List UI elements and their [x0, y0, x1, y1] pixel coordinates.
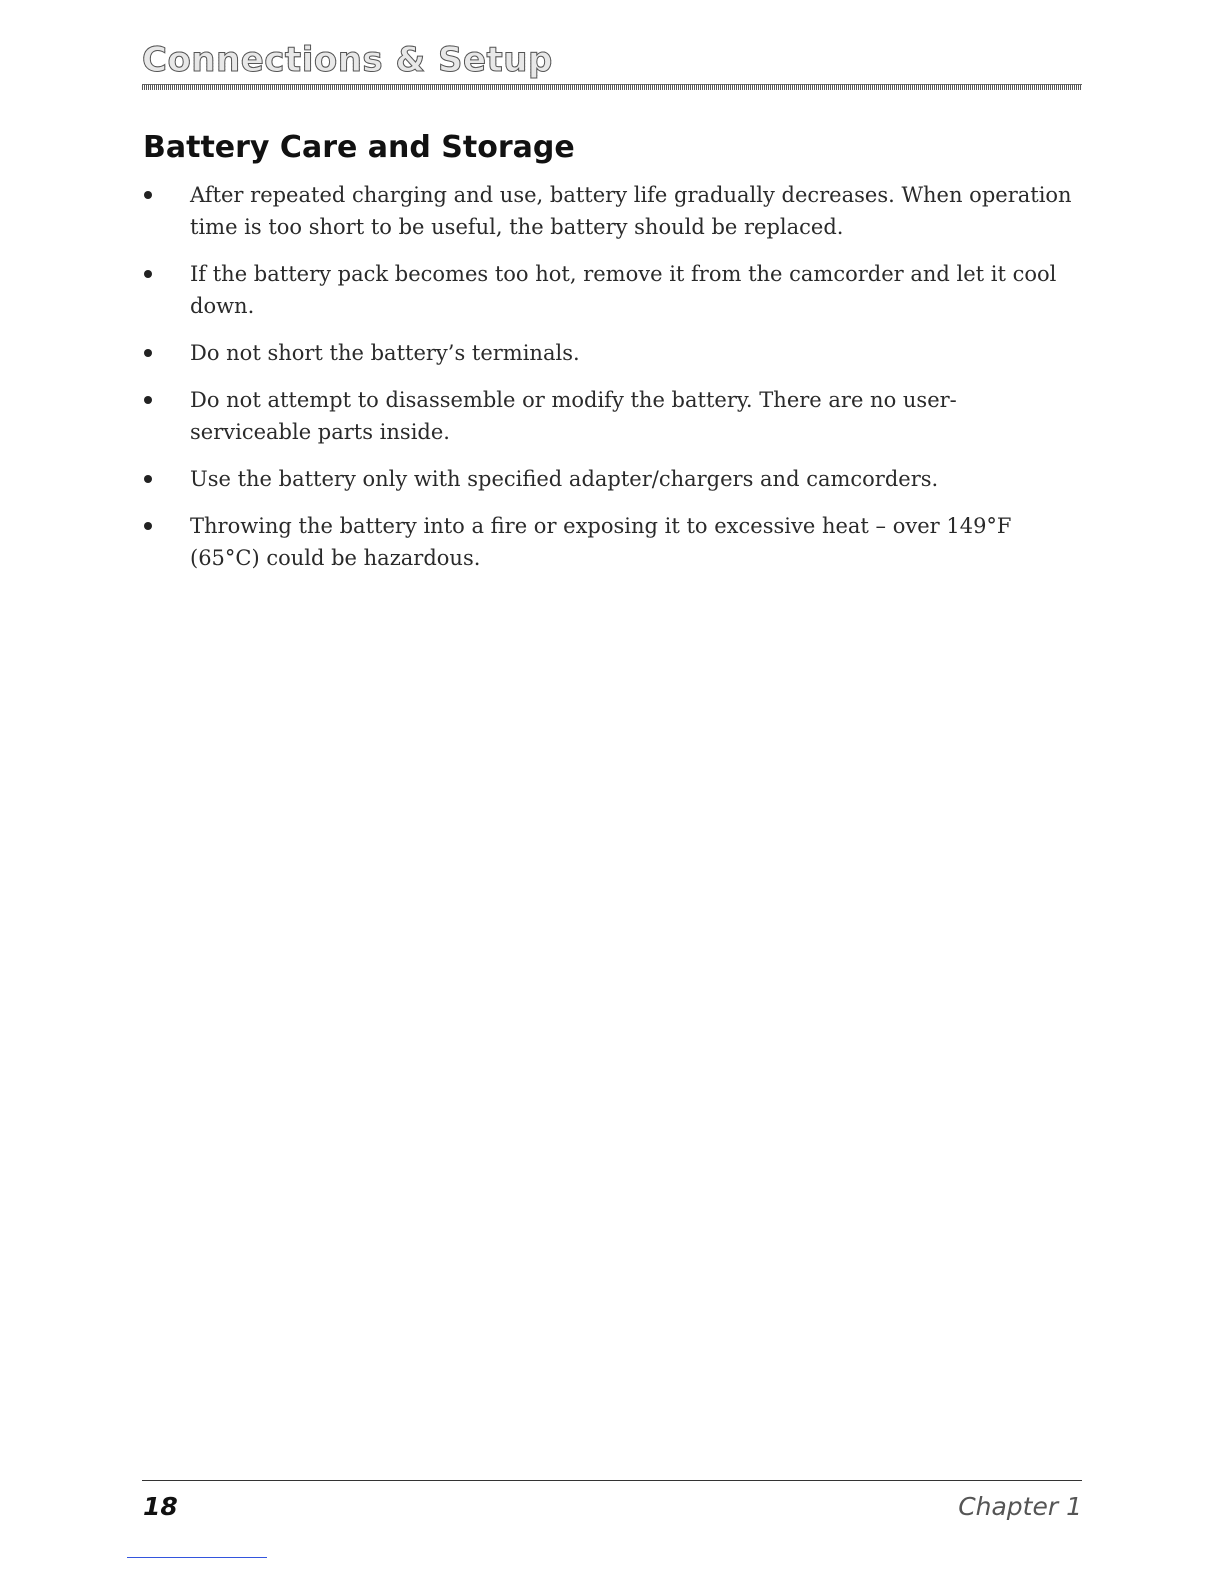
bullet-item	[143, 463, 1073, 495]
page-number: 18	[143, 1492, 178, 1521]
bullet-text: Do not attempt to disassemble or modify the battery. There are no user-serviceable parts inside.	[190, 388, 957, 444]
bullet-icon	[144, 475, 152, 483]
section-heading: Battery Care and Storage	[143, 130, 575, 165]
footer-rule	[142, 1480, 1082, 1481]
chapter-label: Chapter 1	[958, 1492, 1082, 1521]
bullet-text: Use the battery only with specified adapter/chargers and camcorders.	[190, 467, 939, 491]
bullet-icon	[144, 349, 152, 357]
bullet-icon	[144, 191, 152, 199]
bullet-icon	[144, 270, 152, 278]
bullet-item	[143, 337, 1073, 369]
page-header	[142, 38, 1082, 90]
bullet-item	[143, 384, 1073, 448]
header-title: Connections & Setup	[142, 38, 1082, 82]
bullet-icon	[144, 522, 152, 530]
bullet-text: If the battery pack becomes too hot, remove it from the camcorder and let it cool down.	[190, 262, 1057, 318]
bullet-item	[143, 179, 1073, 243]
bullet-icon	[144, 396, 152, 404]
edge-mark	[127, 1557, 267, 1558]
header-rule	[142, 84, 1082, 90]
bullet-text: After repeated charging and use, battery life gradually decreases. When operation time is too short to be useful, the battery should be replaced.	[190, 183, 1072, 239]
bullet-item	[143, 258, 1073, 322]
bullet-text: Do not short the battery’s terminals.	[190, 341, 580, 365]
bullet-text: Throwing the battery into a fire or exposing it to excessive heat – over 149°F (65°C) could be hazardous.	[190, 514, 1012, 570]
bullet-list	[143, 179, 1073, 589]
bullet-item	[143, 510, 1073, 574]
